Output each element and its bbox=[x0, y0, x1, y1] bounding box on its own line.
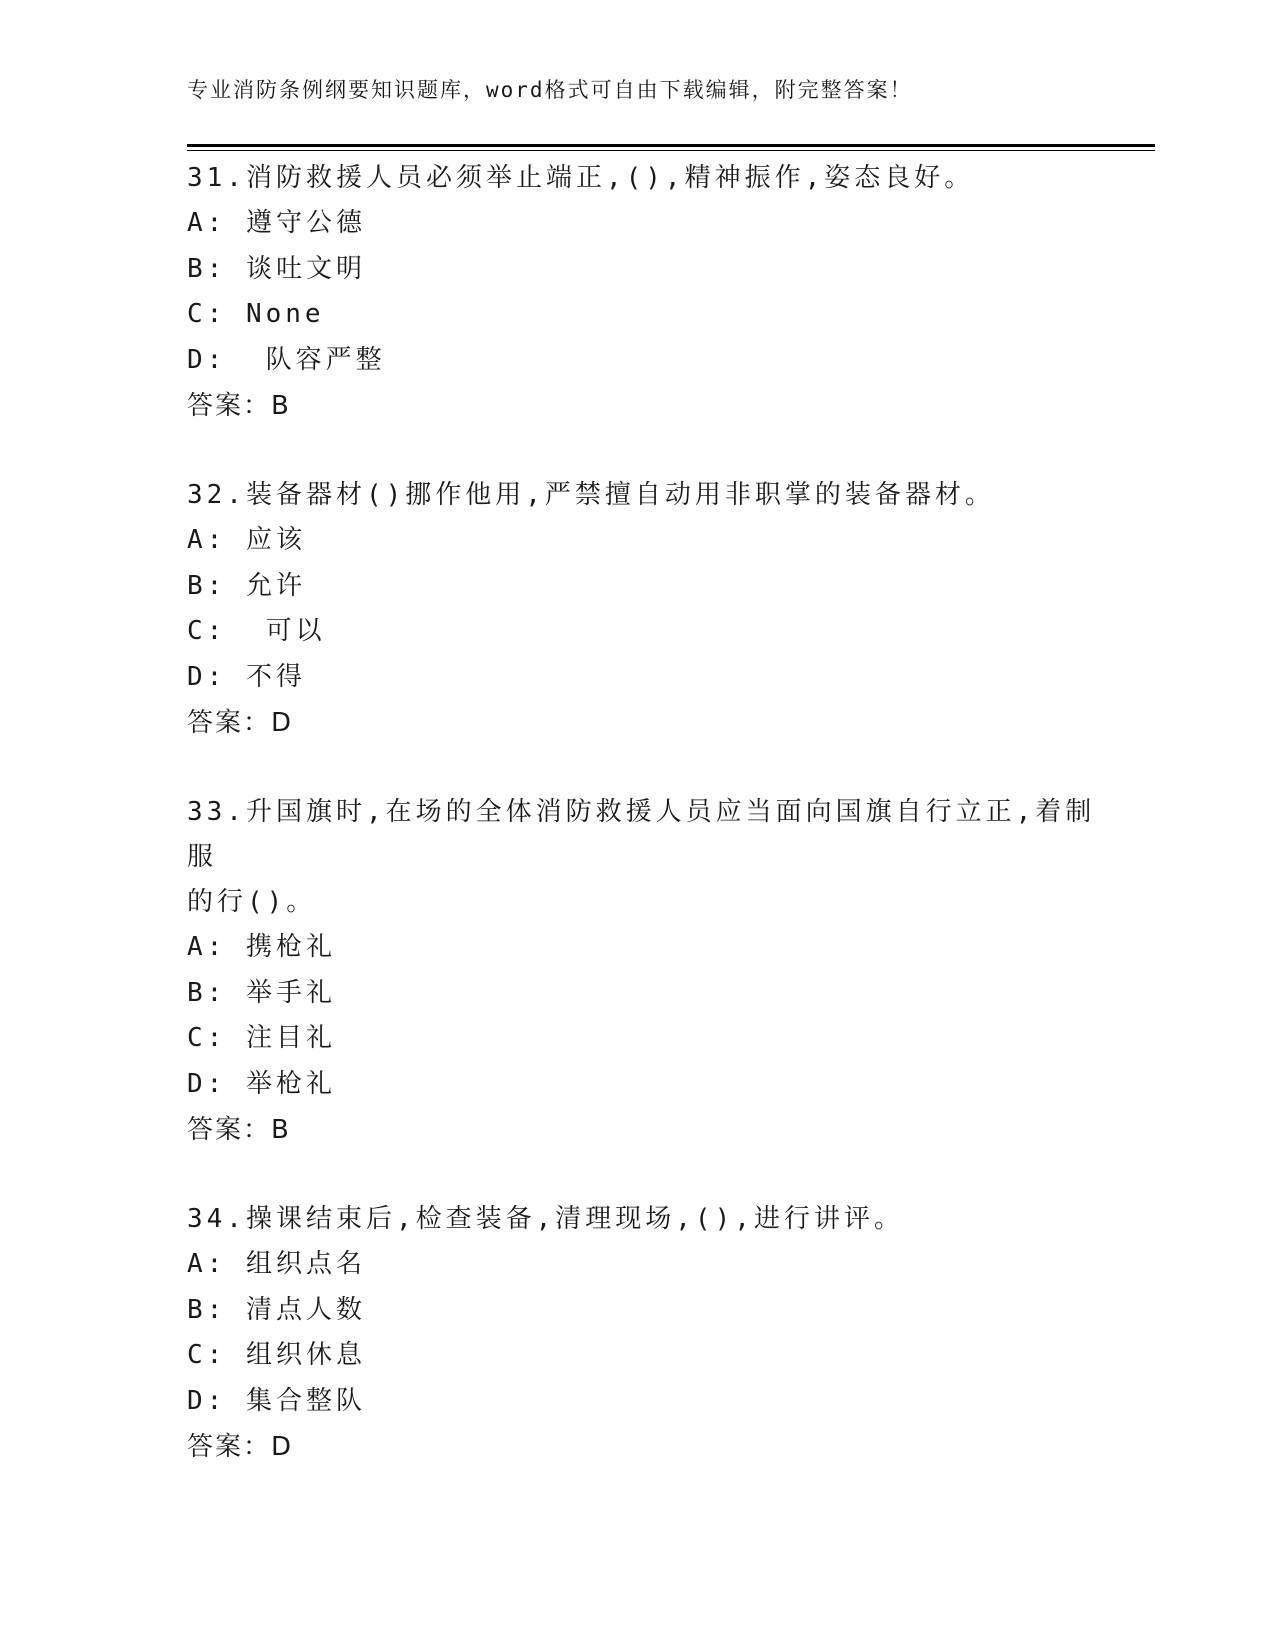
page-header: 专业消防条例纲要知识题库，word格式可自由下载编辑，附完整答案！ bbox=[187, 78, 913, 102]
question-stem-line-1: 33.升国旗时,在场的全体消防救援人员应当面向国旗自行立正,着制服 bbox=[187, 797, 1096, 872]
question-34 bbox=[187, 1197, 1107, 1470]
answer: 答案：B bbox=[187, 1115, 291, 1145]
option-b: B: 允许 bbox=[187, 570, 306, 601]
answer: 答案：D bbox=[187, 708, 294, 738]
option-a: A: 组织点名 bbox=[187, 1249, 366, 1279]
option-d: D: 不得 bbox=[187, 661, 306, 692]
question-31 bbox=[187, 156, 1107, 429]
option-a: A: 携枪礼 bbox=[187, 932, 336, 962]
option-d: D: 举枪礼 bbox=[187, 1068, 336, 1099]
option-b: B: 清点人数 bbox=[187, 1294, 366, 1325]
option-c: C: None bbox=[187, 299, 325, 329]
answer: 答案：B bbox=[187, 391, 291, 421]
question-33 bbox=[187, 790, 1107, 1153]
option-b: B: 谈吐文明 bbox=[187, 253, 366, 284]
option-c: C: 注目礼 bbox=[187, 1023, 336, 1053]
question-32 bbox=[187, 473, 1107, 746]
question-stem: 34.操课结束后,检查装备,清理现场,(),进行讲评。 bbox=[187, 1204, 904, 1234]
question-stem-line-2: 的行()。 bbox=[187, 887, 317, 917]
header-divider-thick bbox=[187, 144, 1155, 147]
question-stem: 31.消防救援人员必须举止端正,(),精神振作,姿态良好。 bbox=[187, 163, 975, 193]
option-a: A: 应该 bbox=[187, 525, 306, 555]
option-c: C: 可以 bbox=[187, 616, 326, 646]
option-b: B: 举手礼 bbox=[187, 977, 336, 1008]
option-d: D: 集合整队 bbox=[187, 1385, 366, 1416]
answer: 答案：D bbox=[187, 1432, 294, 1462]
option-a: A: 遵守公德 bbox=[187, 208, 366, 238]
option-d: D: 队容严整 bbox=[187, 344, 386, 375]
header-divider-thin bbox=[187, 150, 1155, 151]
question-stem: 32.装备器材()挪作他用,严禁擅自动用非职掌的装备器材。 bbox=[187, 480, 995, 510]
option-c: C: 组织休息 bbox=[187, 1340, 366, 1370]
question-list bbox=[187, 156, 1107, 1514]
